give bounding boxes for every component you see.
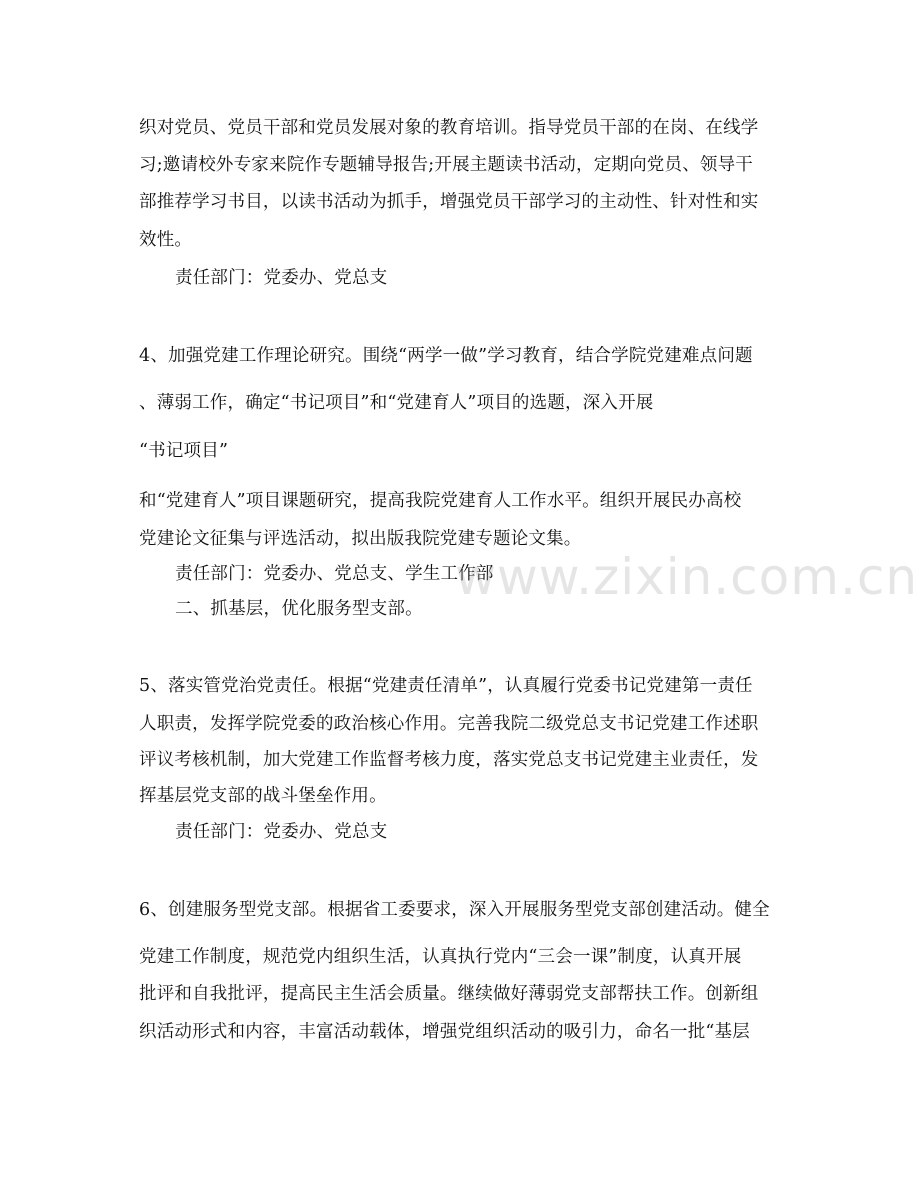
- text-line-item6-1: 6、创建服务型党支部。根据省工委要求，深入开展服务型党支部创建活动。健全: [139, 900, 770, 920]
- text-line-item4-4: 和“党建育人”项目课题研究，提高我院党建育人工作水平。组织开展民办高校: [139, 491, 742, 511]
- text-line-item4-2: 、薄弱工作，确定“书记项目”和“党建育人”项目的选题，深入开展: [139, 393, 654, 413]
- text-line-item5-1: 5、落实管党治党责任。根据“党建责任清单”，认真履行党委书记党建第一责任: [139, 676, 753, 696]
- text-line-1: 织对党员、党员干部和党员发展对象的教育培训。指导党员干部的在岗、在线学: [139, 118, 759, 138]
- text-line-item6-4: 织活动形式和内容，丰富活动载体，增强党组织活动的吸引力，命名一批“基层: [139, 1022, 750, 1042]
- text-line-item6-2: 党建工作制度，规范党内组织生活，认真执行党内“三会一课”制度，认真开展: [139, 947, 742, 967]
- text-line-item5-4: 挥基层党支部的战斗堡垒作用。: [139, 786, 387, 806]
- text-line-3: 部推荐学习书目，以读书活动为抓手，增强党员干部学习的主动性、针对性和实: [139, 192, 759, 212]
- watermark: www.zixin.com.cn: [455, 548, 919, 606]
- text-line-4: 效性。: [139, 230, 193, 250]
- responsible-dept-3: 责任部门：党委办、党总支: [175, 822, 388, 842]
- text-line-item4-1: 4、加强党建工作理论研究。围绕“两学一做”学习教育，结合学院党建难点问题: [139, 346, 753, 366]
- responsible-dept-1: 责任部门：党委办、党总支: [175, 268, 388, 288]
- text-line-item5-3: 评议考核机制，加大党建工作监督考核力度，落实党总支书记党建主业责任，发: [139, 750, 759, 770]
- section-heading-2: 二、抓基层，优化服务型支部。: [175, 599, 423, 619]
- text-line-item5-2: 人职责，发挥学院党委的政治核心作用。完善我院二级党总支书记党建工作述职: [139, 714, 759, 734]
- responsible-dept-2: 责任部门：党委办、党总支、学生工作部: [175, 564, 494, 584]
- text-line-item4-5: 党建论文征集与评选活动，拟出版我院党建专题论文集。: [139, 529, 582, 549]
- text-line-item6-3: 批评和自我批评，提高民主生活会质量。继续做好薄弱党支部帮扶工作。创新组: [139, 984, 759, 1004]
- text-line-2: 习;邀请校外专家来院作专题辅导报告;开展主题读书活动，定期向党员、领导干: [139, 155, 753, 175]
- text-line-item4-3: “书记项目”: [139, 441, 229, 461]
